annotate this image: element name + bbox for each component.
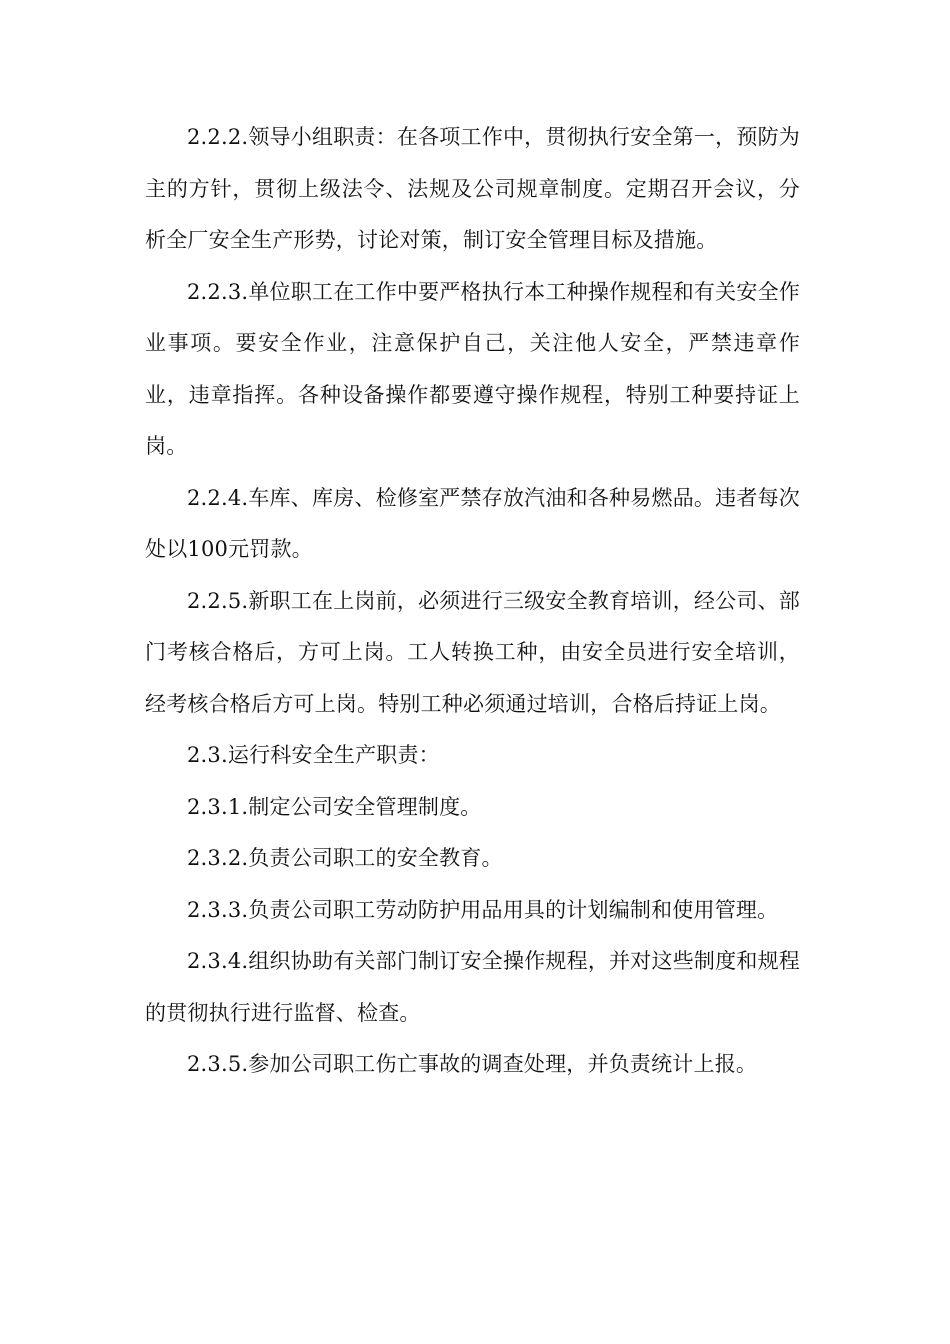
paragraph-2-2-4: 2.2.4.车库、库房、检修室严禁存放汽油和各种易燃品。违者每次处以100元罚款。 bbox=[145, 485, 800, 561]
paragraph-2-3-4: 2.3.4.组织协助有关部门制订安全操作规程，并对这些制度和规程的贯彻执行进行监督、检查。 bbox=[145, 949, 800, 1025]
paragraph-2-2-3: 2.2.3.单位职工在工作中要严格执行本工种操作规程和有关安全作业事项。要安全作业，注意保护自己，关注他人安全，严禁违章作业，违章指挥。各种设备操作都要遵守操作规程，特别工种要持证上岗。 bbox=[145, 279, 800, 458]
paragraph-2-2-2: 2.2.2.领导小组职责：在各项工作中，贯彻执行安全第一，预防为主的方针，贯彻上级法令、法规及公司规章制度。定期召开会议，分析全厂安全生产形势，讨论对策，制订安全管理目标及措施。 bbox=[145, 125, 800, 252]
paragraph-2-3-2: 2.3.2.负责公司职工的安全教育。 bbox=[187, 846, 503, 870]
paragraph-2-3-1: 2.3.1.制定公司安全管理制度。 bbox=[187, 794, 482, 819]
document-body bbox=[145, 112, 800, 1091]
paragraph-2-2-5: 2.2.5.新职工在上岗前，必须进行三级安全教育培训，经公司、部门考核合格后，方可上岗。工人转换工种，由安全员进行安全培训，经考核合格后方可上岗。特别工种必须通过培训，合格后持证上岗。 bbox=[145, 588, 800, 716]
paragraph-2-3: 2.3.运行科安全生产职责： bbox=[187, 743, 440, 767]
paragraph-2-3-3: 2.3.3.负责公司职工劳动防护用品用具的计划编制和使用管理。 bbox=[187, 897, 779, 922]
paragraph-2-3-5: 2.3.5.参加公司职工伤亡事故的调查处理，并负责统计上报。 bbox=[187, 1052, 758, 1076]
